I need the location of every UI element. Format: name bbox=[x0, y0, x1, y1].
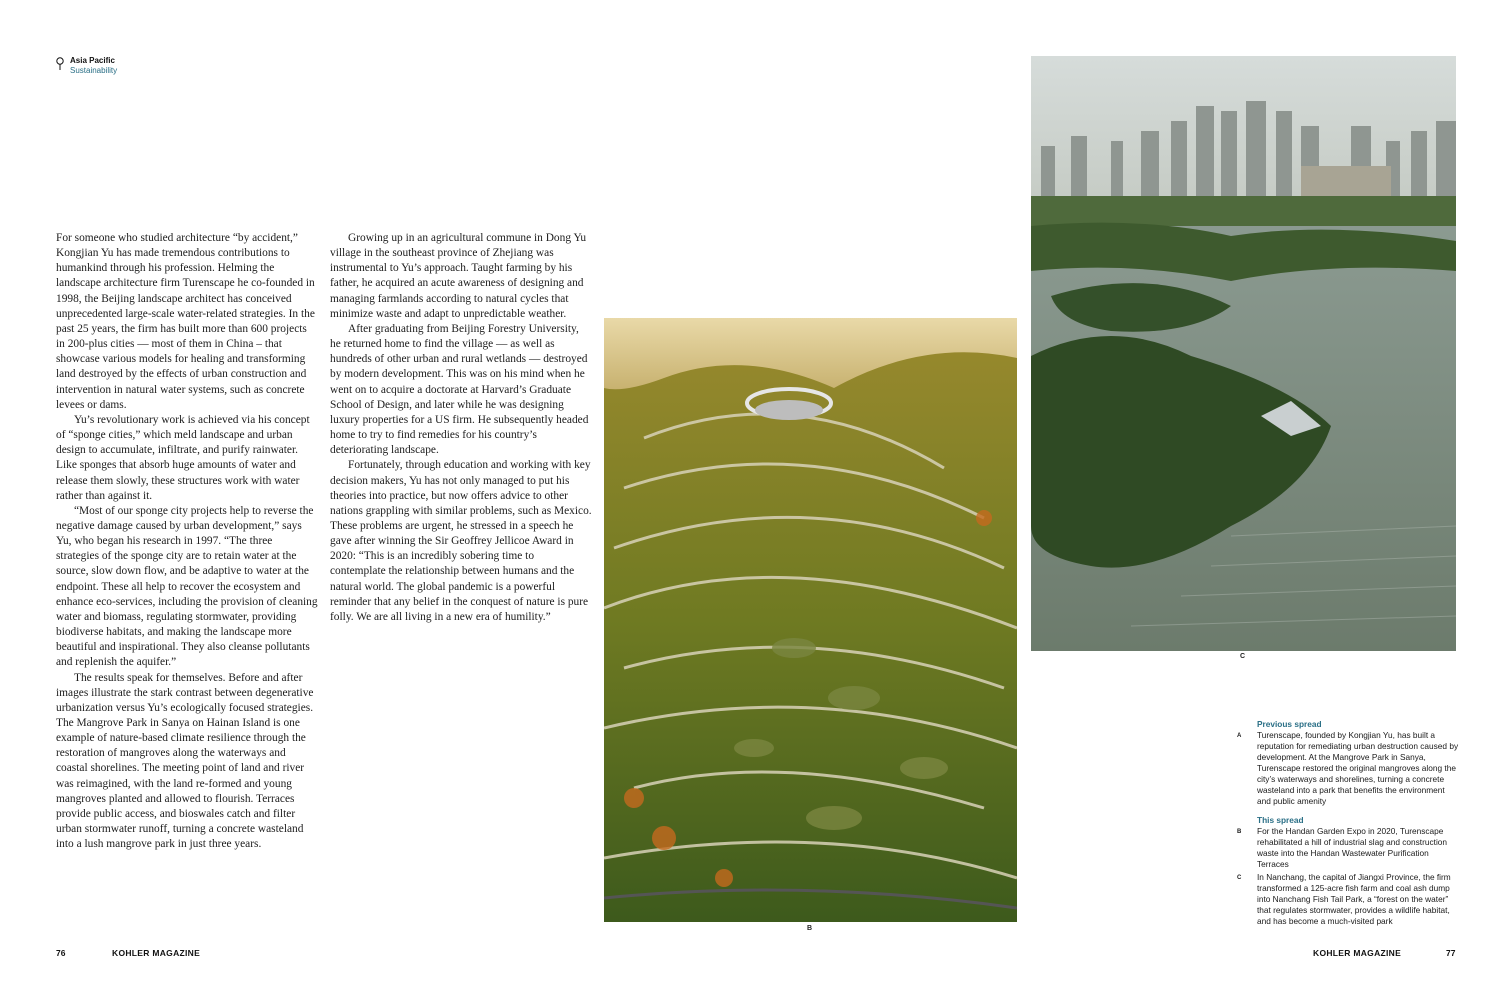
photo-c-label: C bbox=[1240, 653, 1246, 660]
article-paragraph: The results speak for themselves. Before and after images illustrate the stark contrast between degenerative urbanization versus Yu’s ecologically focused strategies. The Mangrove Park in Sanya on Hainan Island is one example of nature-based climate resilience through the restoration of mangroves along the waterways and coastal shorelines. The meeting point of land and river was reimagined, with the land re-formed and young mangroves planted and allowed to flourish. Terraces provide public access, and bioswales catch and filter urban stormwater runoff, turning a concrete wasteland into a lush mangrove park in just three years. bbox=[56, 671, 314, 851]
photo-captions bbox=[1237, 715, 1459, 927]
photo-nanchang-fish-tail-park bbox=[1031, 56, 1456, 651]
caption-heading-previous: Previous spread bbox=[1257, 719, 1322, 729]
page-number-right: 77 bbox=[1446, 948, 1456, 958]
photo-handan-terraces bbox=[604, 318, 1017, 922]
article-paragraph: Yu’s revolutionary work is achieved via his concept of “sponge cities,” which meld landscape and urban design to accumulate, infiltrate, and purify rainwater. Like sponges that absorb huge amounts of water and release them slowly, these structures work with water rather than against it. bbox=[56, 413, 310, 502]
article-paragraph: Growing up in an agricultural commune in Dong Yu village in the southeast province of Zhejiang was instrumental to Yu’s approach. Taught farming by his father, he acquired an acute awareness of designing and managing farmlands according to natural cycles that minimize waste and adapt to unpredictable weather. bbox=[330, 232, 587, 320]
article-paragraph: After graduating from Beijing Forestry University, he returned home to find the village — as well as hundreds of other urban and rural wetlands — destroyed by modern development. This was on his mind when he went on to acquire a doctorate at Harvard’s Graduate School of Design, and later while he was designing luxury properties for a US firm. He subsequently headed home to try to find remedies for his country’s deteriorating landscape. bbox=[330, 322, 589, 457]
article-paragraph: “Most of our sponge city projects help to reverse the negative damage caused by urban development,” says Yu, who began his research in 1997. “The three strategies of the sponge city are to retain water at the source, slow down flow, and be adaptive to water at the endpoint. These all help to recover the ecosystem and enhance eco-services, including the provision of cleaning water and biomass, regulating stormwater, providing biodiverse habitats, and making the landscape more beautiful and inspirational. They also cleanse pollutants and replenish the aquifer.” bbox=[56, 504, 318, 669]
page-number-left: 76 bbox=[56, 948, 66, 958]
caption-text: In Nanchang, the capital of Jiangxi Province, the firm transformed a 125-acre fish farm and coal ash dump into Nanchang Fish Tail Park, a “forest on the water” that regulates stormwater, provides a wildlife habitat, and has become a much-visited park bbox=[1257, 872, 1451, 926]
magazine-name-left: KOHLER MAGAZINE bbox=[112, 948, 201, 958]
article-column-2 bbox=[330, 231, 592, 625]
region-label: Asia Pacific bbox=[70, 56, 115, 65]
article-paragraph: For someone who studied architecture “by accident,” Kongjian Yu has made tremendous contributions to humankind through his profession. Helming the landscape architecture firm Turenscape he co-founded in 1998, the Beijing landscape architect has conceived unprecedented large-scale water-related strategies. In the past 25 years, the firm has built more than 600 projects in 200-plus cities — most of them in China – that showcase various models for healing and transforming land destroyed by the effects of urban construction and intervention in natural water systems, such as concrete levees or dams. bbox=[56, 232, 315, 411]
article-paragraph: Fortunately, through education and working with key decision makers, Yu has not only managed to put his theories into practice, but now offers advice to other nations grappling with similar problems, such as Mexico. These problems are urgent, he stressed in a speech he gave after winning the Sir Geoffrey Jellicoe Award in 2020: “This is an incredibly sobering time to contemplate the relationship between humans and the natural world. The global pandemic is a powerful reminder that any belief in the conquest of nature is pure folly. We are all living in a new era of humility.” bbox=[330, 459, 592, 623]
caption-letter: C bbox=[1237, 875, 1242, 881]
caption-item-a bbox=[1237, 730, 1459, 807]
caption-letter: B bbox=[1237, 829, 1242, 835]
magazine-name-right: KOHLER MAGAZINE bbox=[1313, 948, 1402, 958]
caption-item-b bbox=[1237, 826, 1459, 870]
caption-letter: A bbox=[1237, 733, 1242, 739]
caption-text: Turenscape, founded by Kongjian Yu, has built a reputation for remediating urban destruction caused by development. At the Mangrove Park in Sanya, Turenscape restored the original mangroves along the city’s waterways and shorelines, turning a concrete wasteland into a park that benefits the environment and public amenity bbox=[1257, 730, 1459, 806]
photo-b-label: B bbox=[807, 925, 813, 932]
article-column-1 bbox=[56, 231, 318, 852]
topic-label: Sustainability bbox=[70, 66, 118, 75]
caption-item-c bbox=[1237, 872, 1459, 927]
caption-heading-this: This spread bbox=[1257, 815, 1304, 825]
location-pin-icon bbox=[56, 57, 64, 70]
caption-text: For the Handan Garden Expo in 2020, Turenscape rehabilitated a hill of industrial slag and construction waste into the Handan Wastewater Purification Terraces bbox=[1257, 826, 1448, 869]
